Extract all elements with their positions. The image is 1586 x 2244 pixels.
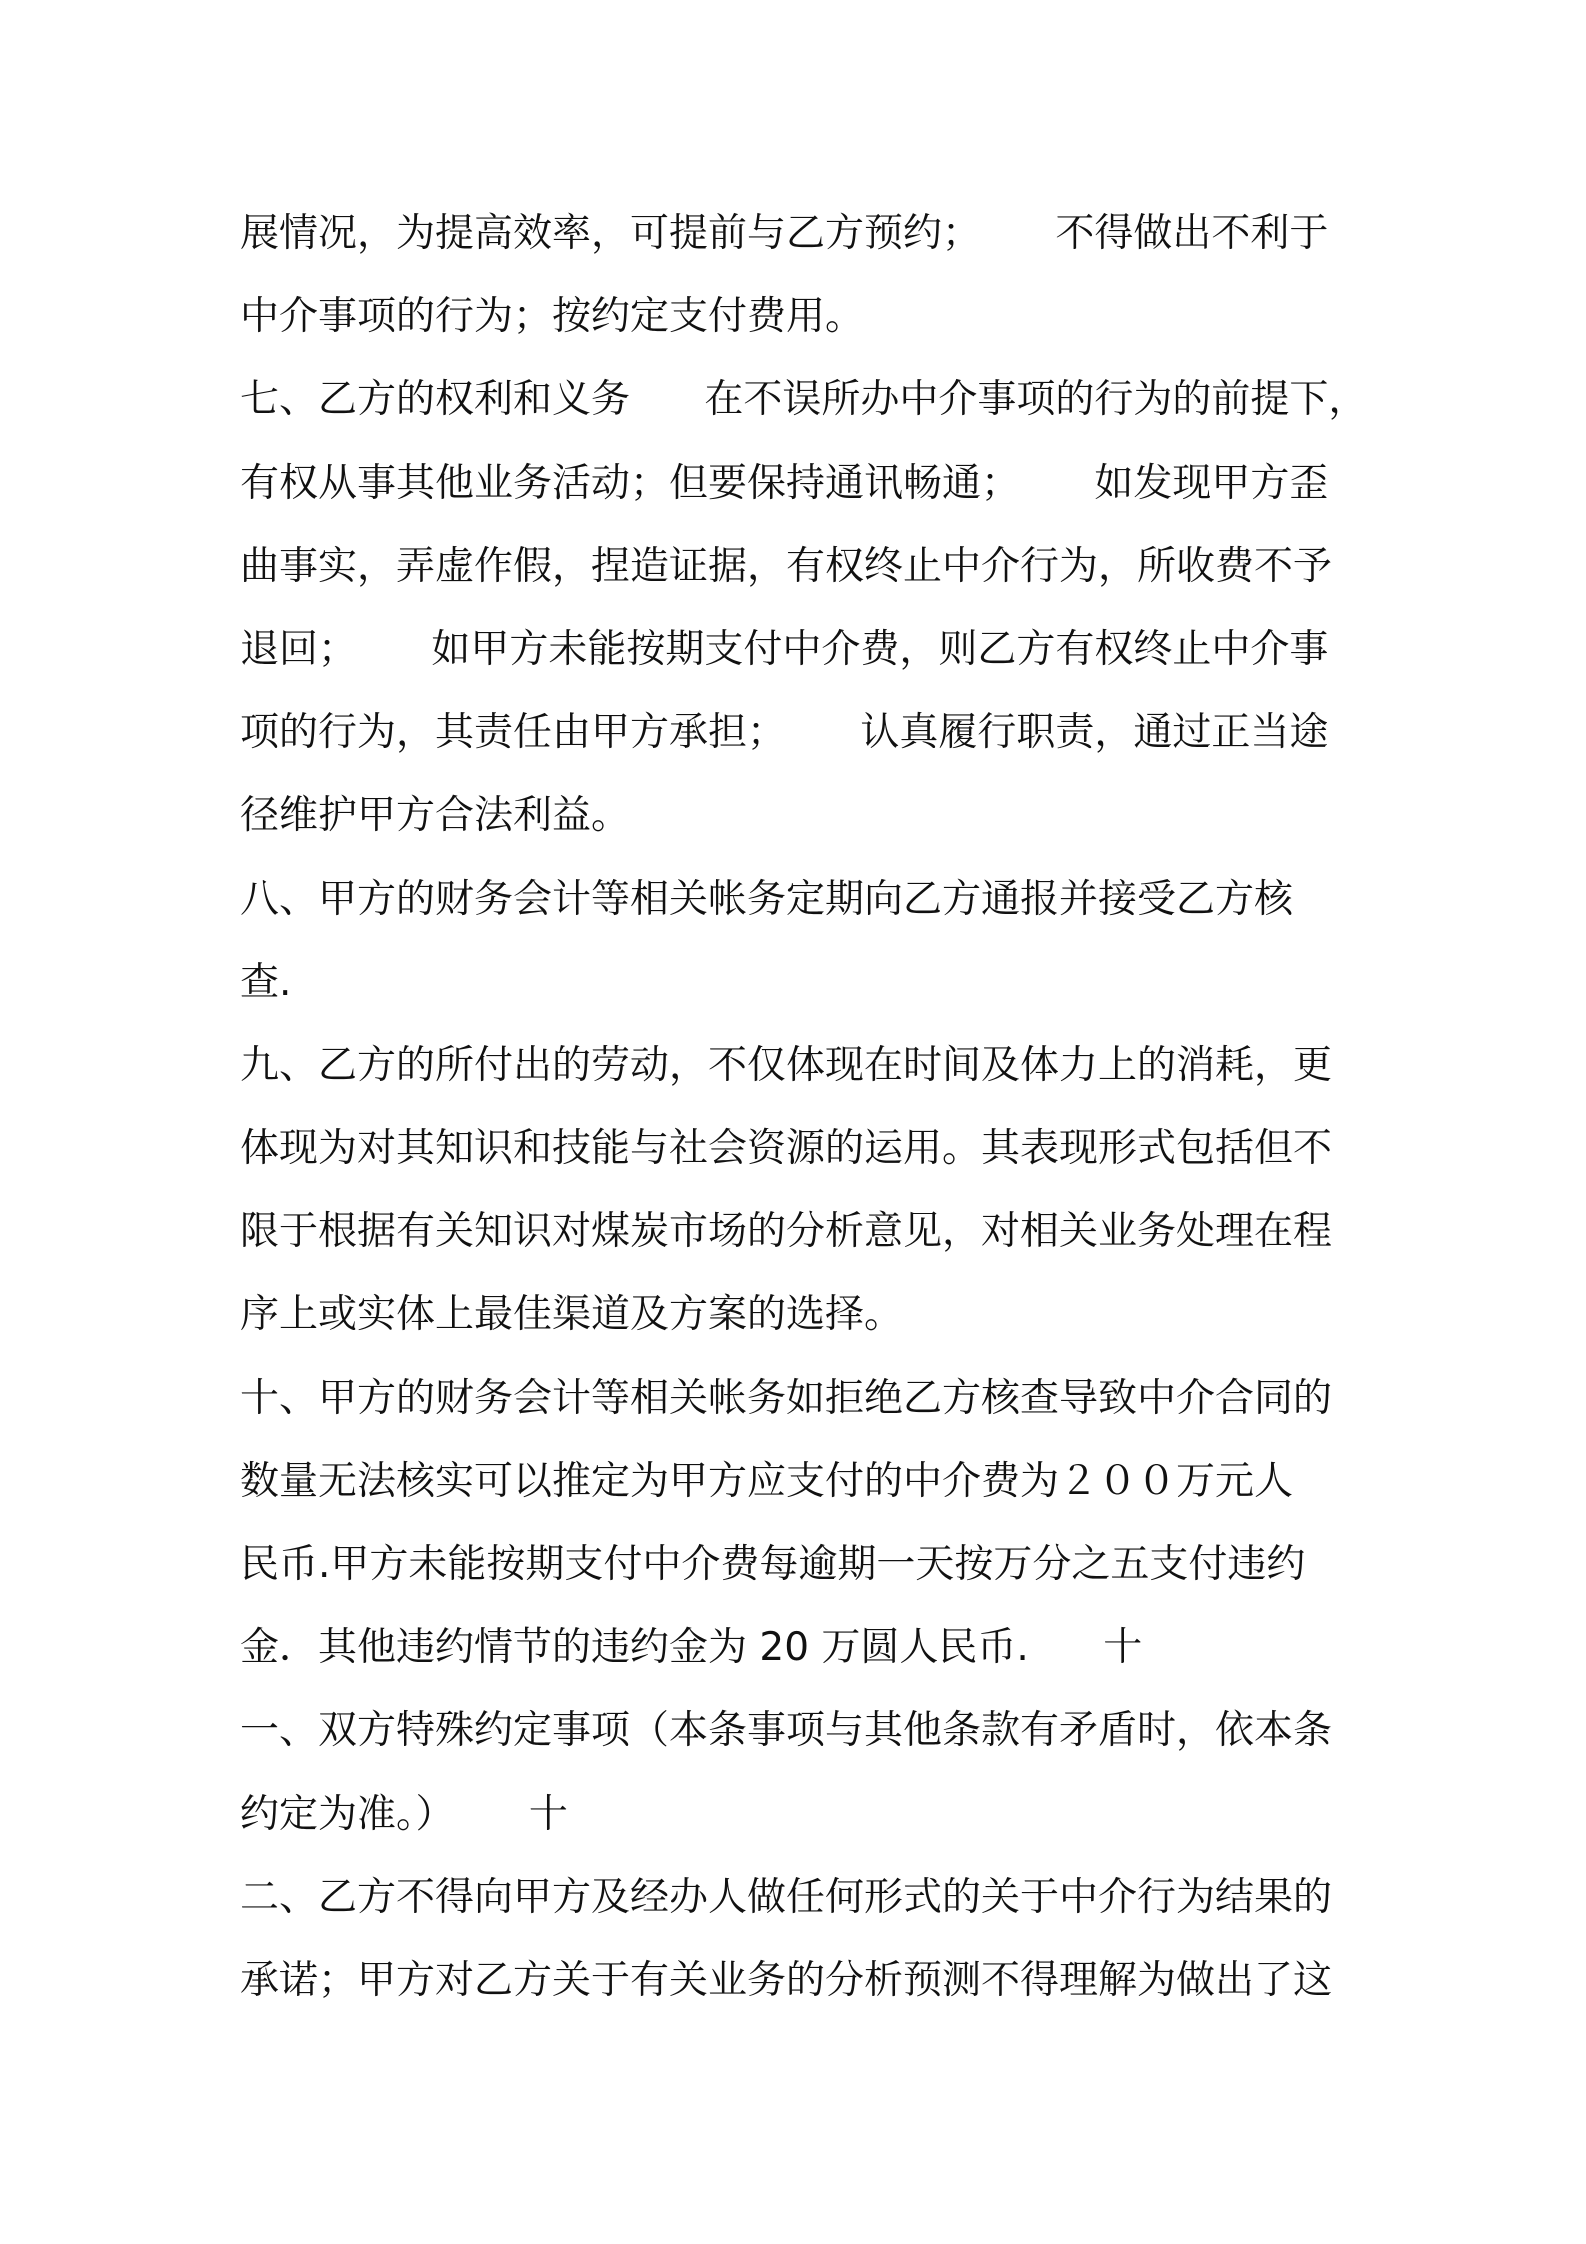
- text-line: 限于根据有关知识对煤炭市场的分析意见，对相关业务处理在程: [240, 1209, 1333, 1255]
- text-line: 八、甲方的财务会计等相关帐务定期向乙方通报并接受乙方核: [240, 876, 1294, 922]
- text-line: 九、乙方的所付出的劳动，不仅体现在时间及体力上的消耗，更: [240, 1042, 1333, 1088]
- text-line: 序上或实体上最佳渠道及方案的选择。: [240, 1292, 904, 1338]
- text-line: 退回； 如甲方未能按期支付中介费，则乙方有权终止中介事: [240, 626, 1329, 672]
- text-line: 承诺；甲方对乙方关于有关业务的分析预测不得理解为做出了这: [240, 1957, 1333, 2003]
- text-line: 有权从事其他业务活动；但要保持通讯畅通； 如发现甲方歪: [240, 460, 1329, 506]
- text-line: 体现为对其知识和技能与社会资源的运用。其表现形式包括但不: [240, 1126, 1333, 1172]
- text-line: 曲事实，弄虚作假，捏造证据，有权终止中介行为，所收费不予: [240, 543, 1333, 589]
- text-line: 七、乙方的权利和义务 在不误所办中介事项的行为的前提下，: [240, 377, 1368, 423]
- text-line: 查.: [240, 959, 292, 1005]
- text-line: 一、双方特殊约定事项（本条事项与其他条款有矛盾时，依本条: [240, 1708, 1333, 1754]
- contract-text: [240, 192, 1380, 2022]
- text-line: 约定为准。） 十: [240, 1791, 568, 1837]
- text-line: 径维护甲方合法利益。: [240, 793, 631, 839]
- text-line: 金．其他违约情节的违约金为 20 万圆人民币. 十: [240, 1625, 1143, 1671]
- text-line: 十、甲方的财务会计等相关帐务如拒绝乙方核查导致中介合同的: [240, 1375, 1333, 1421]
- text-line: 数量无法核实可以推定为甲方应支付的中介费为２００万元人: [240, 1458, 1294, 1504]
- text-line: 项的行为，其责任由甲方承担； 认真履行职责，通过正当途: [240, 710, 1329, 756]
- text-line: 二、乙方不得向甲方及经办人做任何形式的关于中介行为结果的: [240, 1874, 1333, 1920]
- text-line: 中介事项的行为；按约定支付费用。: [240, 294, 865, 340]
- text-line: 民币.甲方未能按期支付中介费每逾期一天按万分之五支付违约: [240, 1542, 1306, 1587]
- text-line: 展情况，为提高效率，可提前与乙方预约； 不得做出不利于: [240, 211, 1329, 256]
